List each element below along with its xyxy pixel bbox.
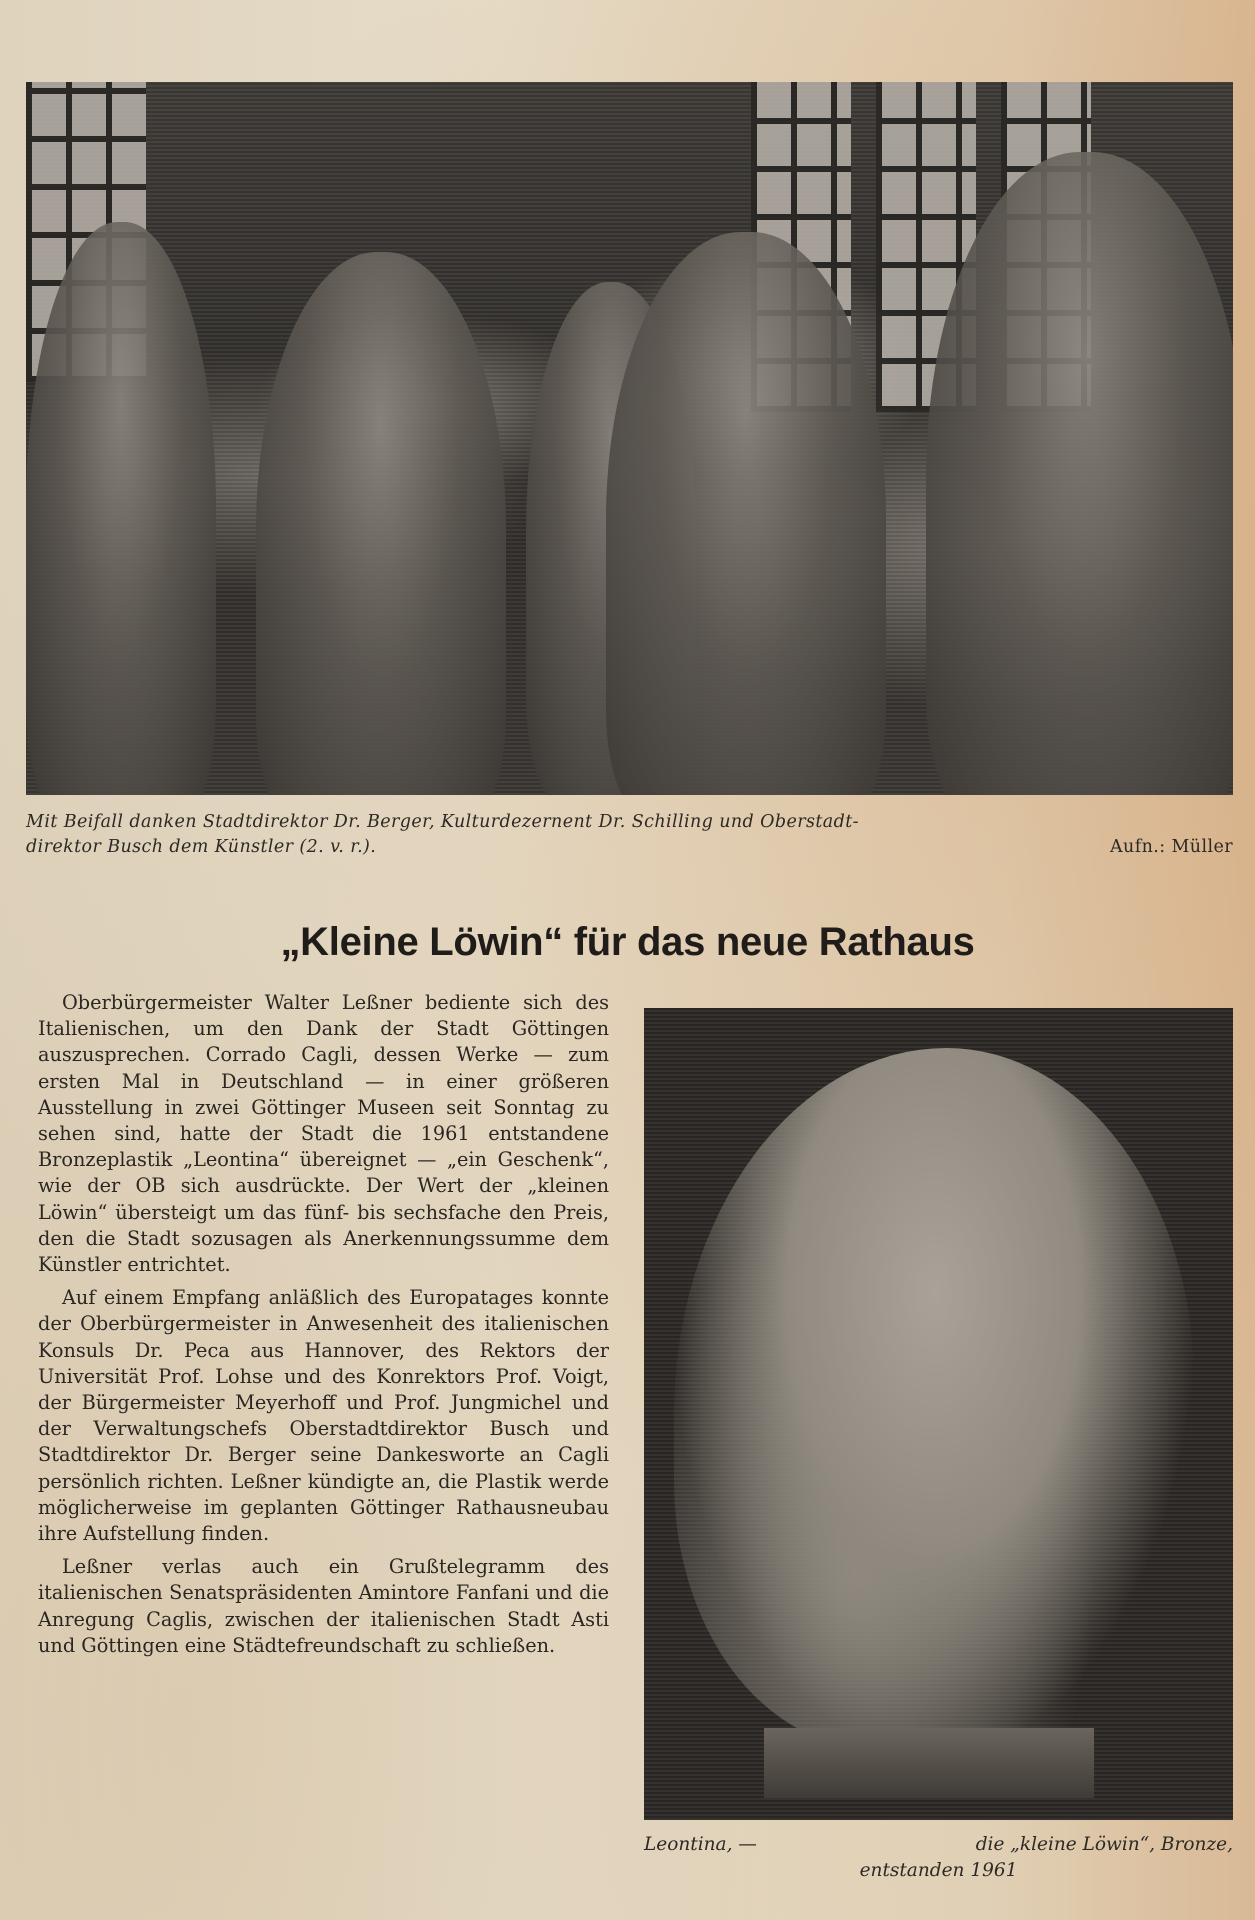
sculpture-pedestal — [764, 1728, 1094, 1798]
person-right — [926, 152, 1233, 795]
caption-description: die „kleine Löwin“, Bronze, — [975, 1834, 1233, 1855]
reception-photo — [26, 82, 1233, 795]
caption-line-2: direktor Busch dem Künstler (2. v. r.). — [26, 837, 377, 857]
person-second — [256, 252, 506, 795]
paragraph-1: Oberbürgermeister Walter Leßner bediente sich des Italienischen, um den Dank der Stadt Göttingen auszusprechen. Corrado Cagli, dessen Werke — zum ersten Mal in Deutschland — in einer größeren Ausstellung in zwei Göttinger Museen seit Sonntag zu sehen sind, hatte der Stadt die 1961 entstandene Bronzeplastik „Leontina“ übereignet — „ein Geschenk“, wie der OB sich ausdrückte. Der Wert der „kleinen Löwin“ übersteigt um das fünf- bis sechsfache den Preis, den die Stadt sozusagen als Anerkennungssumme dem Künstler entrichtet. — [38, 991, 609, 1277]
bronze-sculpture — [674, 1048, 1194, 1748]
caption-line-1: Mit Beifall danken Stadtdirektor Dr. Berger, Kulturdezernent Dr. Schilling und Oberstadt- — [26, 812, 859, 832]
sculpture-caption — [644, 1832, 1233, 1884]
article-body — [38, 990, 609, 1666]
sculpture-photo — [644, 1008, 1233, 1820]
caption-title: Leontina, — — [644, 1834, 757, 1855]
person-left — [26, 222, 216, 795]
article-headline: „Kleine Löwin“ für das neue Rathaus — [280, 920, 975, 964]
person-fourth — [606, 232, 886, 795]
top-photo-caption — [26, 810, 1233, 860]
paragraph-3: Leßner verlas auch ein Grußtelegramm des italienischen Senatspräsidenten Amintore Fanfani und die Anregung Caglis, zwischen der italienischen Stadt Asti und Göttingen eine Städtefreundschaft zu schließen. — [38, 1555, 609, 1657]
caption-date: entstanden 1961 — [859, 1860, 1018, 1881]
paragraph-2: Auf einem Empfang anläßlich des Europatages konnte der Oberbürgermeister in Anwesenheit des italienischen Konsuls Dr. Peca aus Hannover, des Rektors der Universität Prof. Lohse und des Konrektors Prof. Voigt, der Bürgermeister Meyerhoff und Prof. Jungmichel und der Verwaltungschefs Oberstadtdirektor Busch und Stadtdirektor Dr. Berger seine Dankesworte an Cagli persönlich richten. Leßner kündigte an, die Plastik werde möglicherweise im geplanten Göttinger Rathausneubau ihre Aufstellung finden. — [38, 1286, 609, 1546]
photo-credit: Aufn.: Müller — [1110, 837, 1233, 857]
